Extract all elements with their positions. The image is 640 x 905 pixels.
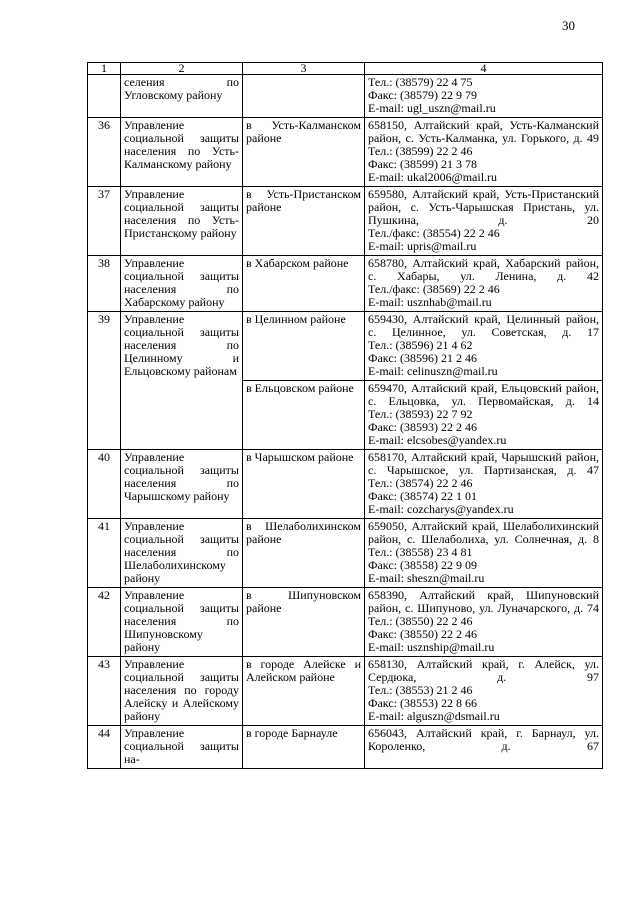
service-area: в Усть-Калманском районе — [243, 118, 365, 187]
postal-address: 659470, Алтайский край, Ельцовский район, с. Ельцовка, ул. Первомайская, д. 14 — [368, 381, 599, 408]
postal-address: 658150, Алтайский край, Усть-Калманский район, с. Усть-Калманка, ул. Горького, д. 49 — [368, 118, 599, 145]
postal-address: 658130, Алтайский край, г. Алейск, ул. Сердюка, д. 97 — [368, 657, 599, 684]
service-area: в Шелаболихинском районе — [243, 519, 365, 588]
email-address: E-mail: sheszn@mail.ru — [368, 571, 485, 585]
postal-address: 659430, Алтайский край, Целинный район, с. Целинное, ул. Советская, д. 17 — [368, 312, 599, 339]
email-address: E-mail: usznship@mail.ru — [368, 640, 495, 654]
row-number: 43 — [88, 657, 121, 726]
page-number: 30 — [562, 18, 575, 33]
email-address: E-mail: ugl_uszn@mail.ru — [368, 101, 496, 115]
header-cell: 4 — [365, 63, 603, 75]
fax: Факс: (38593) 22 2 46 — [368, 420, 477, 434]
contacts-cell — [365, 187, 603, 256]
organization-name: Управление социальной защиты населения по Шипуновскому району — [121, 588, 243, 657]
organization-name: Управление социальной защиты населения по Усть-Пристанскому району — [121, 187, 243, 256]
header-cell: 1 — [88, 63, 121, 75]
email-address: E-mail: ukal2006@mail.ru — [368, 170, 498, 184]
service-area: в городе Алейске и Алейском районе — [243, 657, 365, 726]
contacts-cell — [365, 118, 603, 187]
row-number: 44 — [88, 726, 121, 769]
contacts-cell — [365, 726, 603, 769]
phone: Тел.: (38553) 21 2 46 — [368, 683, 473, 697]
organization-name: Управление социальной защиты населения по Чарышскому району — [121, 450, 243, 519]
service-area — [243, 75, 365, 118]
fax: Факс: (38558) 22 9 09 — [368, 558, 477, 572]
email-address: E-mail: cozcharys@yandex.ru — [368, 502, 514, 516]
organization-name: Управление социальной защиты на- — [121, 726, 243, 769]
fax: Факс: (38550) 22 2 46 — [368, 627, 477, 641]
email-address: E-mail: upris@mail.ru — [368, 239, 477, 253]
phone: Тел.: (38558) 23 4 81 — [368, 545, 473, 559]
contacts-cell — [365, 588, 603, 657]
row-number: 36 — [88, 118, 121, 187]
row-number: 39 — [88, 312, 121, 450]
row-number: 37 — [88, 187, 121, 256]
phone-fax: Тел./факс: (38569) 22 2 46 — [368, 282, 500, 296]
service-area: в Шипуновском районе — [243, 588, 365, 657]
fax: Факс: (38579) 22 9 79 — [368, 88, 477, 102]
table-row — [88, 657, 603, 726]
header-cell: 2 — [121, 63, 243, 75]
agencies-table — [87, 62, 603, 769]
phone: Тел.: (38596) 21 4 62 — [368, 338, 473, 352]
row-number: 38 — [88, 256, 121, 312]
fax: Факс: (38596) 21 2 46 — [368, 351, 477, 365]
postal-address: 658170, Алтайский край, Чарышский район, с. Чарышское, ул. Партизанская, д. 47 — [368, 450, 599, 477]
table-row — [88, 588, 603, 657]
service-area: в Хабарском районе — [243, 256, 365, 312]
phone: Тел.: (38579) 22 4 75 — [368, 75, 473, 89]
email-address: E-mail: elcsobes@yandex.ru — [368, 433, 507, 447]
contacts-cell — [365, 256, 603, 312]
table-row — [88, 450, 603, 519]
service-area: в Чарышском районе — [243, 450, 365, 519]
table-row — [88, 726, 603, 769]
fax: Факс: (38574) 22 1 01 — [368, 489, 477, 503]
service-area: в Ельцовском районе — [243, 381, 365, 450]
postal-address: 658390, Алтайский край, Шипуновский район, с. Шипуново, ул. Луначарского, д. 74 — [368, 588, 599, 615]
email-address: E-mail: usznhab@mail.ru — [368, 295, 492, 309]
service-area: в городе Барнауле — [243, 726, 365, 769]
fax: Факс: (38599) 21 3 78 — [368, 157, 477, 171]
row-number: 40 — [88, 450, 121, 519]
organization-name: селения по Угловскому району — [121, 75, 243, 118]
fax: Факс: (38553) 22 8 66 — [368, 696, 477, 710]
phone: Тел.: (38593) 22 7 92 — [368, 407, 473, 421]
header-cell: 3 — [243, 63, 365, 75]
table-row — [88, 75, 603, 118]
postal-address: 658780, Алтайский край, Хабарский район, с. Хабары, ул. Ленина, д. 42 — [368, 256, 599, 283]
contacts-cell — [365, 75, 603, 118]
phone: Тел.: (38574) 22 2 46 — [368, 476, 473, 490]
table-row — [88, 118, 603, 187]
organization-name: Управление социальной защиты населения по Целинному и Ельцовскому районам — [121, 312, 243, 450]
table-row — [88, 256, 603, 312]
service-area: в Целинном районе — [243, 312, 365, 381]
postal-address: 659580, Алтайский край, Усть-Пристанский район, с. Усть-Чарышская Пристань, ул. Пушкина, д. 20 — [368, 187, 599, 227]
phone: Тел.: (38599) 22 2 46 — [368, 144, 473, 158]
table-row — [88, 312, 603, 381]
row-number — [88, 75, 121, 118]
organization-name: Управление социальной защиты населения по Шелаболихинскому району — [121, 519, 243, 588]
row-number: 41 — [88, 519, 121, 588]
postal-address: 656043, Алтайский край, г. Барнаул, ул. Короленко, д. 67 — [368, 726, 599, 753]
table-row — [88, 519, 603, 588]
email-address: E-mail: celinuszn@mail.ru — [368, 364, 498, 378]
phone: Тел.: (38550) 22 2 46 — [368, 614, 473, 628]
contacts-cell — [365, 450, 603, 519]
service-area: в Усть-Пристанском районе — [243, 187, 365, 256]
phone-fax: Тел./факс: (38554) 22 2 46 — [368, 226, 500, 240]
email-address: E-mail: alguszn@dsmail.ru — [368, 709, 500, 723]
organization-name: Управление социальной защиты населения по городу Алейску и Алейскому району — [121, 657, 243, 726]
contacts-cell — [365, 381, 603, 450]
row-number: 42 — [88, 588, 121, 657]
organization-name: Управление социальной защиты населения по Хабарскому району — [121, 256, 243, 312]
table-row — [88, 187, 603, 256]
contacts-cell — [365, 312, 603, 381]
postal-address: 659050, Алтайский край, Шелаболихинский район, с. Шелаболиха, ул. Солнечная, д. 8 — [368, 519, 599, 546]
contacts-cell — [365, 657, 603, 726]
contacts-cell — [365, 519, 603, 588]
organization-name: Управление социальной защиты населения по Усть-Калманскому району — [121, 118, 243, 187]
table-header-row — [88, 63, 603, 75]
